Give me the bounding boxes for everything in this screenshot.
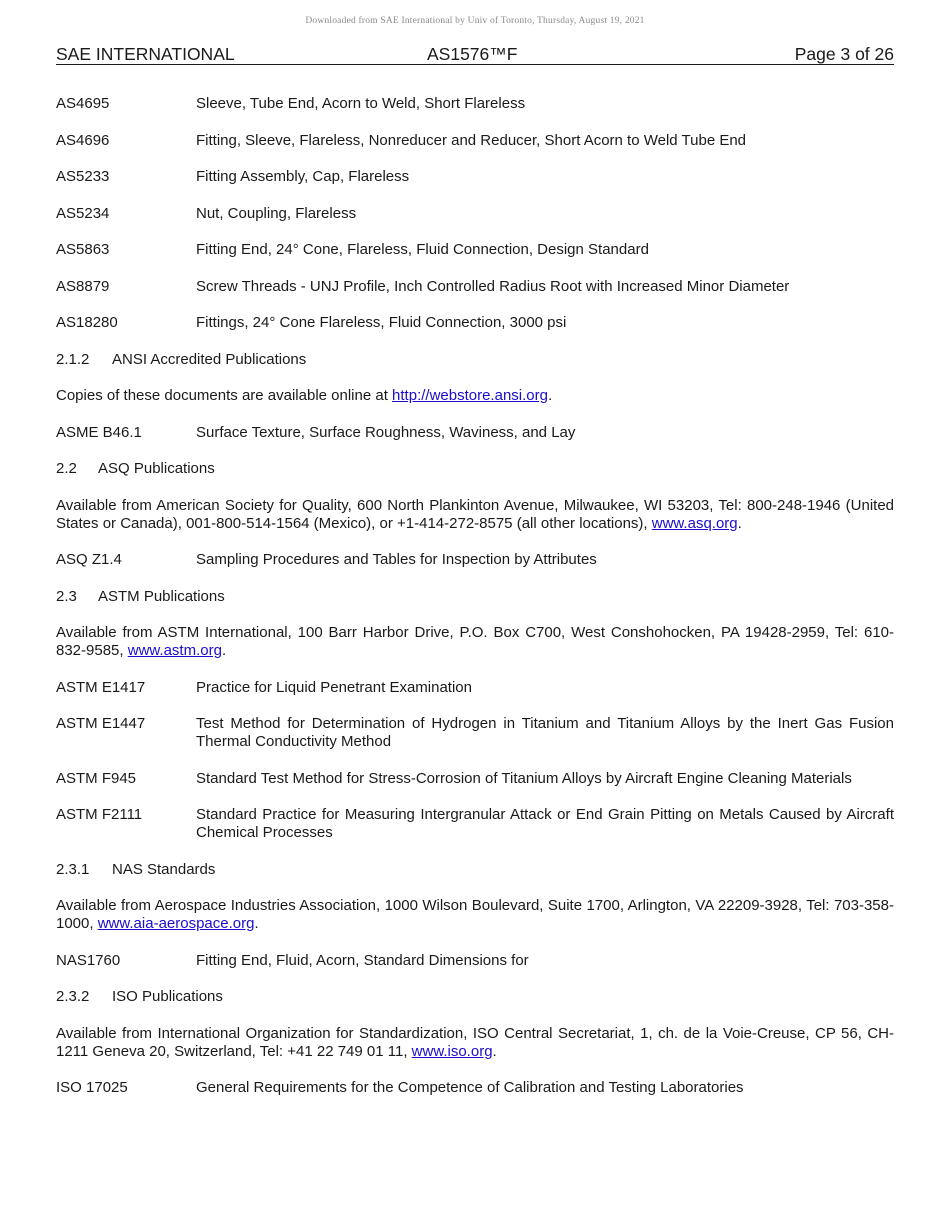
reference-entry [56, 168, 894, 186]
reference-code: AS4696 [56, 131, 110, 149]
paragraph-end: . [737, 514, 742, 532]
reference-title: Test Method for Determination of Hydrogen in Titanium and Titanium Alloys by the Inert Gas Fusion Thermal Conductivity Method [196, 715, 894, 750]
reference-code: ASTM E1417 [56, 678, 146, 696]
reference-title: Surface Texture, Surface Roughness, Waviness, and Lay [196, 423, 576, 441]
reference-entry [56, 95, 894, 113]
section-number: 2.3.1 [56, 860, 90, 878]
reference-title: Fitting End, 24° Cone, Flareless, Fluid Connection, Design Standard [196, 241, 649, 258]
paragraph-end: . [221, 642, 227, 659]
availability-paragraph [56, 897, 894, 933]
paragraph-text: Available from Aerospace Industries Association, 1000 Wilson Boulevard, Suite 1700, Arlington, VA 22209-3928, Tel: 703-358-1000, [56, 897, 894, 932]
section-title: ANSI Accredited Publications [112, 350, 307, 368]
availability-paragraph [56, 1025, 894, 1061]
reference-code: AS5234 [56, 204, 110, 222]
reference-entry [56, 132, 894, 150]
section-title: NAS Standards [112, 860, 216, 878]
reference-title: Screw Threads - UNJ Profile, Inch Controlled Radius Root with Increased Minor Diameter [196, 277, 790, 295]
reference-entry [56, 314, 894, 332]
header-org: SAE INTERNATIONAL [56, 44, 235, 64]
reference-title: Nut, Coupling, Flareless [196, 204, 357, 222]
aia-link[interactable]: www.aia-aerospace.org [97, 915, 255, 932]
section-number: 2.3.2 [56, 988, 90, 1005]
reference-title: Fitting Assembly, Cap, Flareless [196, 168, 410, 185]
iso-link[interactable]: www.iso.org [411, 1042, 493, 1060]
paragraph-end: . [547, 387, 553, 404]
paragraph-text: Available from ASTM International, 100 Barr Harbor Drive, P.O. Box C700, West Conshohocken, PA 19428-2959, Tel: 610-832-9585, [56, 624, 894, 659]
reference-code: ASTM F2111 [56, 806, 143, 823]
header-page-number: Page 3 of 26 [794, 44, 894, 64]
reference-title: Practice for Liquid Penetrant Examination [196, 678, 472, 696]
page-header [56, 44, 894, 65]
section-number: 2.2 [56, 460, 77, 477]
reference-code: ISO 17025 [56, 1079, 128, 1096]
reference-entry [56, 806, 894, 842]
reference-code: ASTM F945 [56, 769, 137, 787]
astm-link[interactable]: www.astm.org [127, 642, 222, 659]
reference-entry [56, 770, 894, 788]
reference-entry [56, 715, 894, 751]
reference-code: AS5233 [56, 168, 110, 185]
reference-code: ASME B46.1 [56, 423, 142, 441]
paragraph-end: . [254, 915, 259, 932]
section-number: 2.3 [56, 587, 77, 605]
reference-code: AS18280 [56, 314, 118, 331]
reference-entry [56, 1079, 894, 1097]
reference-code: NAS1760 [56, 951, 121, 969]
reference-code: ASQ Z1.4 [56, 551, 122, 568]
reference-code: AS4695 [56, 95, 110, 112]
paragraph-end: . [492, 1042, 497, 1060]
reference-title: Fittings, 24° Cone Flareless, Fluid Connection, 3000 psi [196, 314, 567, 331]
reference-entry [56, 424, 894, 442]
download-watermark: Downloaded from SAE International by Univ of Toronto, Thursday, August 19, 2021 [305, 16, 645, 26]
reference-code: AS8879 [56, 277, 110, 295]
reference-entry [56, 551, 894, 569]
availability-paragraph [56, 497, 894, 533]
asq-link[interactable]: www.asq.org [651, 514, 738, 532]
section-heading-asq [56, 460, 894, 478]
reference-title: Standard Practice for Measuring Intergranular Attack or End Grain Pitting on Metals Caused by Aircraft Chemical Processes [196, 806, 894, 841]
section-title: ASTM Publications [98, 587, 225, 605]
paragraph-text: Available from American Society for Quality, 600 North Plankinton Avenue, Milwaukee, WI 53203, Tel: 800-248-1946 (United States or Canada), 001-800-514-1564 (Mexico), or +1-414-272-8575 (all other locations), [56, 496, 894, 532]
section-heading-iso [56, 988, 894, 1006]
section-heading-nas [56, 861, 894, 879]
section-number: 2.1.2 [56, 350, 90, 368]
paragraph-text: Copies of these documents are available online at [56, 387, 393, 404]
availability-paragraph [56, 387, 894, 405]
reference-title: Sleeve, Tube End, Acorn to Weld, Short Flareless [196, 95, 526, 112]
section-heading-astm [56, 588, 894, 606]
reference-title: General Requirements for the Competence of Calibration and Testing Laboratories [196, 1079, 744, 1096]
reference-title: Standard Test Method for Stress-Corrosion of Titanium Alloys by Aircraft Engine Cleaning Materials [196, 769, 852, 787]
document-body [56, 95, 894, 1116]
ansi-webstore-link[interactable]: http://webstore.ansi.org [392, 387, 548, 404]
availability-paragraph [56, 624, 894, 660]
section-title: ASQ Publications [98, 460, 215, 477]
paragraph-text: Available from International Organization for Standardization, ISO Central Secretariat, 1, ch. de la Voie-Creuse, CP 56, CH-1211 Geneva 20, Switzerland, Tel: +41 22 749 01 11, [56, 1024, 894, 1060]
reference-title: Fitting, Sleeve, Flareless, Nonreducer and Reducer, Short Acorn to Weld Tube End [196, 131, 747, 149]
reference-title: Sampling Procedures and Tables for Inspection by Attributes [196, 551, 597, 568]
reference-code: ASTM E1447 [56, 715, 146, 732]
reference-title: Fitting End, Fluid, Acorn, Standard Dimensions for [196, 951, 529, 969]
reference-entry [56, 278, 894, 296]
section-heading-ansi [56, 351, 894, 369]
reference-entry [56, 679, 894, 697]
header-doc-number: AS1576™F [427, 44, 518, 64]
reference-entry [56, 205, 894, 223]
reference-code: AS5863 [56, 241, 110, 258]
section-title: ISO Publications [112, 988, 223, 1005]
reference-entry [56, 952, 894, 970]
reference-entry [56, 241, 894, 259]
